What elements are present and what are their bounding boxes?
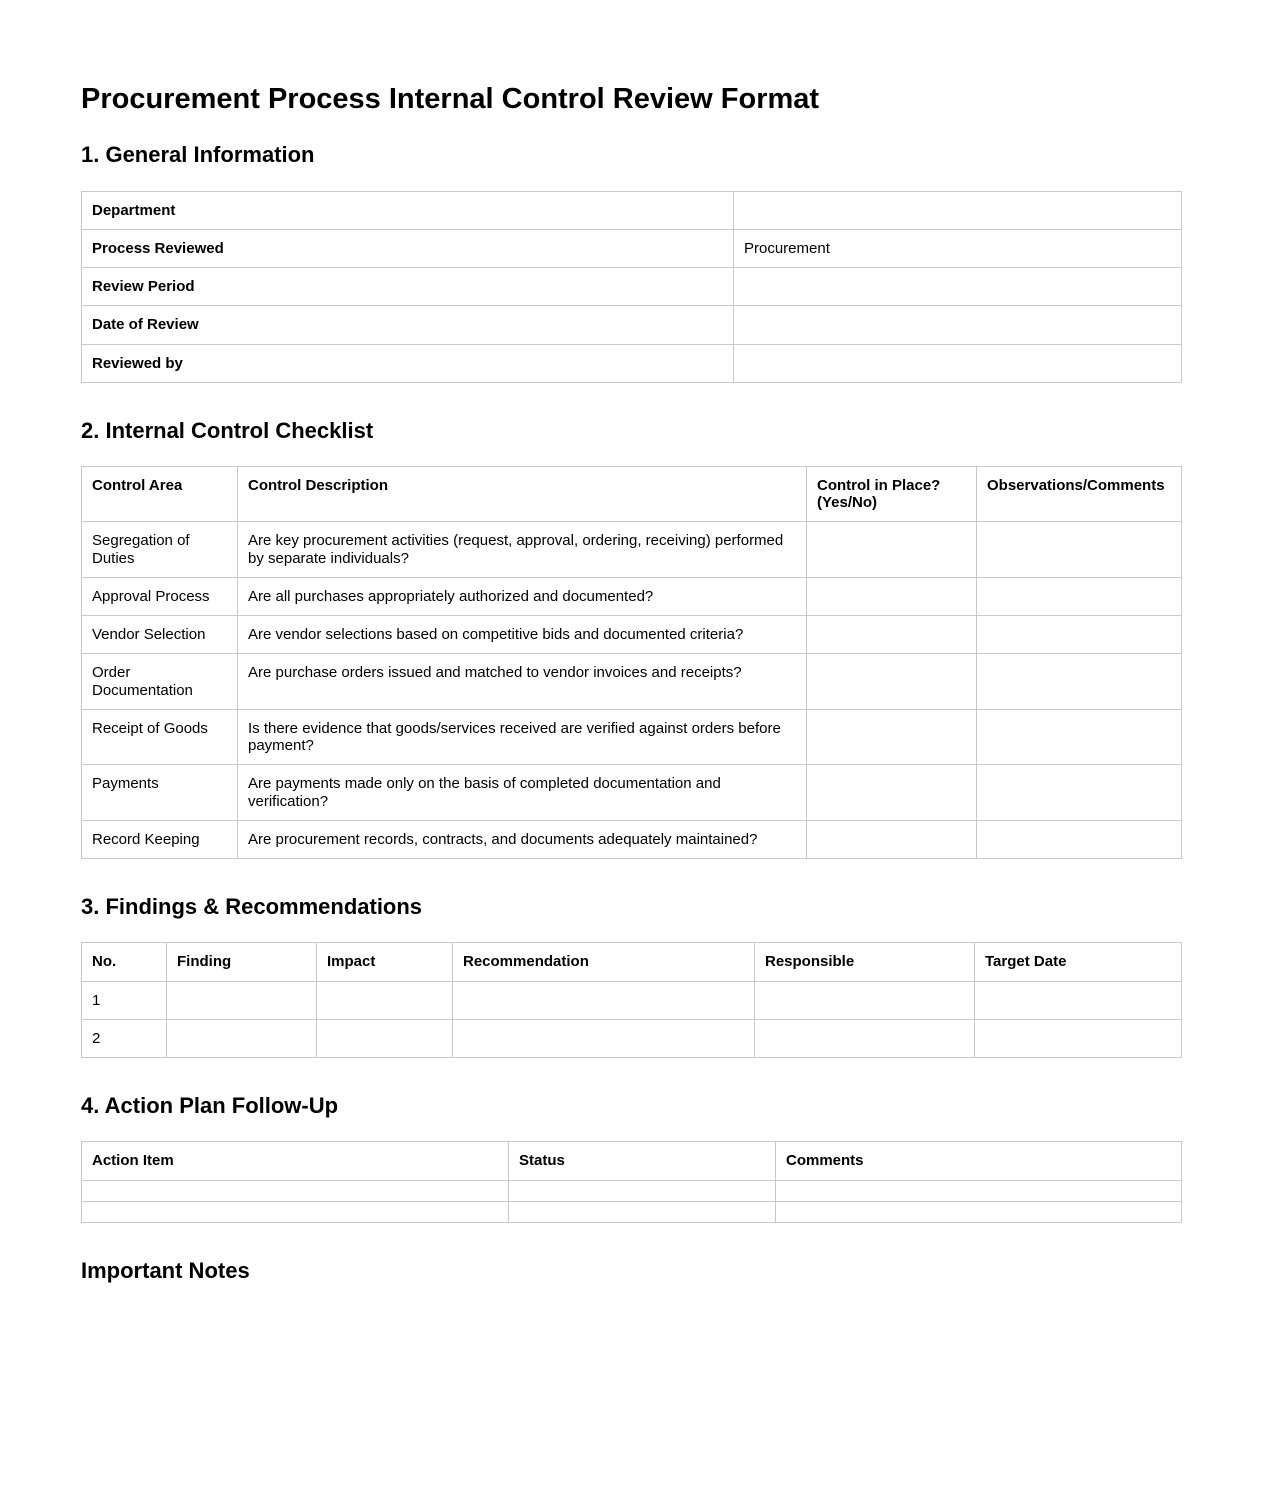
column-header-target-date: Target Date [975,943,1182,981]
cell-status [509,1180,776,1201]
cell-control-area: Payments [82,765,238,821]
important-notes-heading: Important Notes [81,1257,250,1283]
cell-control-in-place [807,616,977,654]
table-row [82,654,1182,710]
cell-comments [776,1201,1182,1222]
cell-responsible [755,1019,975,1057]
table-header-row [82,943,1182,981]
cell-control-description: Are procurement records, contracts, and documents adequately maintained? [238,820,807,858]
field-label-process-reviewed: Process Reviewed [82,229,734,267]
cell-control-in-place [807,765,977,821]
column-header-control-in-place: Control in Place? (Yes/No) [807,466,977,522]
cell-control-in-place [807,654,977,710]
table-row [82,981,1182,1019]
cell-no: 1 [82,981,167,1019]
cell-target-date [975,981,1182,1019]
table-row [82,1019,1182,1057]
action-plan-table [81,1141,1182,1222]
cell-recommendation [453,1019,755,1057]
cell-control-in-place [807,522,977,578]
section-heading-action-plan: 4. Action Plan Follow-Up [81,1093,339,1119]
cell-control-area: Vendor Selection [82,616,238,654]
cell-control-description: Is there evidence that goods/services received are verified against orders before payment? [238,709,807,765]
column-header-status: Status [509,1142,776,1180]
table-row [82,522,1182,578]
cell-observations [977,709,1182,765]
cell-comments [776,1180,1182,1201]
field-value-date-of-review [734,306,1182,344]
internal-control-checklist-table [81,466,1182,859]
table-header-row [82,466,1182,522]
cell-observations [977,522,1182,578]
cell-control-description: Are payments made only on the basis of completed documentation and verification? [238,765,807,821]
cell-control-description: Are vendor selections based on competitive bids and documented criteria? [238,616,807,654]
cell-observations [977,616,1182,654]
table-row [82,577,1182,615]
cell-control-area: Receipt of Goods [82,709,238,765]
cell-target-date [975,1019,1182,1057]
column-header-control-description: Control Description [238,466,807,522]
field-value-reviewed-by [734,344,1182,382]
findings-recommendations-table [81,942,1182,1058]
table-row [82,344,1182,382]
cell-impact [317,1019,453,1057]
cell-action-item [82,1180,509,1201]
table-row [82,709,1182,765]
field-value-process-reviewed: Procurement [734,229,1182,267]
column-header-responsible: Responsible [755,943,975,981]
section-heading-internal-control-checklist: 2. Internal Control Checklist [81,417,374,443]
table-row [82,616,1182,654]
cell-finding [167,981,317,1019]
cell-control-area: Order Documentation [82,654,238,710]
column-header-impact: Impact [317,943,453,981]
column-header-action-item: Action Item [82,1142,509,1180]
cell-no: 2 [82,1019,167,1057]
field-value-department [734,191,1182,229]
section-heading-general-information: 1. General Information [81,142,315,168]
field-label-reviewed-by: Reviewed by [82,344,734,382]
table-row [82,765,1182,821]
cell-observations [977,820,1182,858]
cell-control-description: Are purchase orders issued and matched to vendor invoices and receipts? [238,654,807,710]
column-header-no: No. [82,943,167,981]
section-heading-findings-recommendations: 3. Findings & Recommendations [81,894,423,920]
column-header-observations: Observations/Comments [977,466,1182,522]
table-row [82,268,1182,306]
page-title: Procurement Process Internal Control Review Format [81,83,820,115]
cell-status [509,1201,776,1222]
cell-control-in-place [807,820,977,858]
cell-control-area: Approval Process [82,577,238,615]
field-value-review-period [734,268,1182,306]
cell-control-in-place [807,709,977,765]
table-row [82,1201,1182,1222]
cell-control-description: Are key procurement activities (request, approval, ordering, receiving) performed by separate individuals? [238,522,807,578]
table-row [82,820,1182,858]
cell-observations [977,654,1182,710]
cell-finding [167,1019,317,1057]
cell-recommendation [453,981,755,1019]
general-information-table [81,191,1182,383]
table-row [82,306,1182,344]
cell-impact [317,981,453,1019]
cell-control-area: Segregation of Duties [82,522,238,578]
cell-control-description: Are all purchases appropriately authorized and documented? [238,577,807,615]
table-row [82,229,1182,267]
column-header-comments: Comments [776,1142,1182,1180]
field-label-department: Department [82,191,734,229]
column-header-finding: Finding [167,943,317,981]
cell-observations [977,765,1182,821]
column-header-control-area: Control Area [82,466,238,522]
field-label-review-period: Review Period [82,268,734,306]
cell-observations [977,577,1182,615]
cell-control-area: Record Keeping [82,820,238,858]
cell-action-item [82,1201,509,1222]
table-row [82,1180,1182,1201]
cell-control-in-place [807,577,977,615]
table-header-row [82,1142,1182,1180]
column-header-recommendation: Recommendation [453,943,755,981]
field-label-date-of-review: Date of Review [82,306,734,344]
table-row [82,191,1182,229]
cell-responsible [755,981,975,1019]
